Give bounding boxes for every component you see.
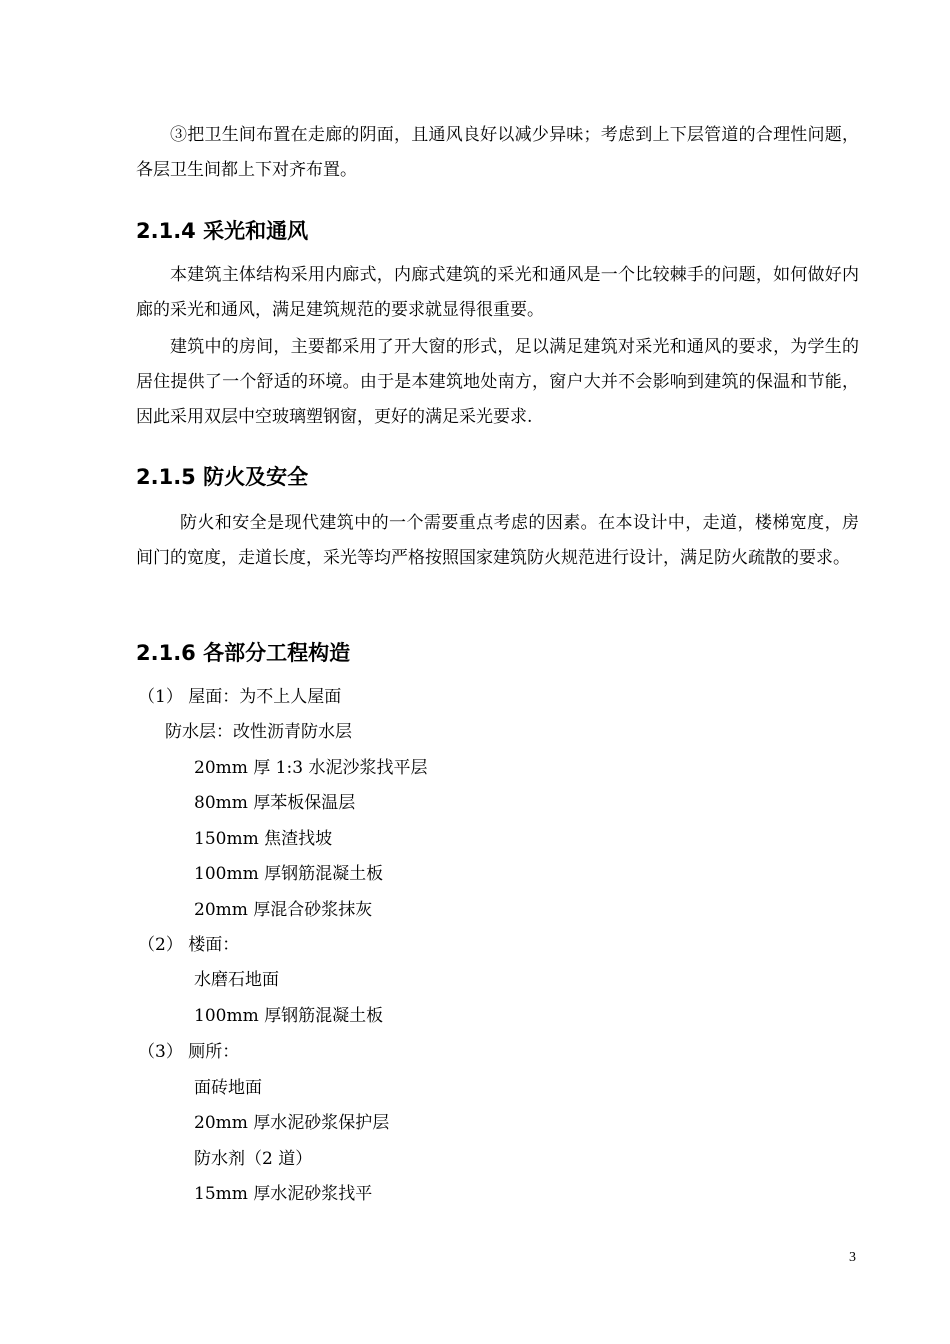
heading-2-1-4: 2.1.4 采光和通风	[136, 219, 309, 243]
floor-item: 水磨石地面	[194, 970, 279, 990]
paragraph-intro: ③把卫生间布置在走廊的阴面，且通风良好以减少异味；考虑到上下层管道的合理性问题，各层卫生间都上下对齐布置。	[136, 125, 859, 180]
roof-item: 20mm 厚混合砂浆抹灰	[194, 900, 373, 920]
roof-item: 20mm 厚 1:3 水泥沙浆找平层	[194, 758, 428, 778]
floor-item: 100mm 厚钢筋混凝土板	[194, 1006, 384, 1026]
roof-item: 80mm 厚苯板保温层	[194, 793, 356, 813]
wc-item: 15mm 厚水泥砂浆找平	[194, 1184, 373, 1204]
heading-2-1-5: 2.1.5 防火及安全	[136, 465, 309, 489]
roof-item: 150mm 焦渣找坡	[194, 829, 333, 849]
wc-item: 20mm 厚水泥砂浆保护层	[194, 1113, 390, 1133]
roof-title: （1） 屋面：为不上人屋面	[138, 687, 342, 707]
page-number: 3	[849, 1250, 856, 1265]
paragraph-lighting-1: 本建筑主体结构采用内廊式，内廊式建筑的采光和通风是一个比较棘手的问题，如何做好内廊的采光和通风，满足建筑规范的要求就显得很重要。	[136, 265, 859, 320]
wc-title: （3） 厕所：	[138, 1042, 240, 1062]
roof-waterproof-layer: 防水层：改性沥青防水层	[165, 722, 352, 742]
wc-item: 面砖地面	[194, 1078, 262, 1098]
floor-title: （2） 楼面：	[138, 935, 240, 955]
paragraph-lighting-2: 建筑中的房间，主要都采用了开大窗的形式，足以满足建筑对采光和通风的要求，为学生的居住提供了一个舒适的环境。由于是本建筑地处南方，窗户大并不会影响到建筑的保温和节能，因此采用双层中空玻璃塑钢窗，更好的满足采光要求.	[136, 337, 859, 427]
roof-item: 100mm 厚钢筋混凝土板	[194, 864, 384, 884]
wc-item: 防水剂（2 道）	[194, 1149, 313, 1169]
paragraph-fire-safety: 防火和安全是现代建筑中的一个需要重点考虑的因素。在本设计中，走道，楼梯宽度，房间门的宽度，走道长度，采光等均严格按照国家建筑防火规范进行设计，满足防火疏散的要求。	[136, 513, 859, 568]
heading-2-1-6: 2.1.6 各部分工程构造	[136, 641, 351, 665]
